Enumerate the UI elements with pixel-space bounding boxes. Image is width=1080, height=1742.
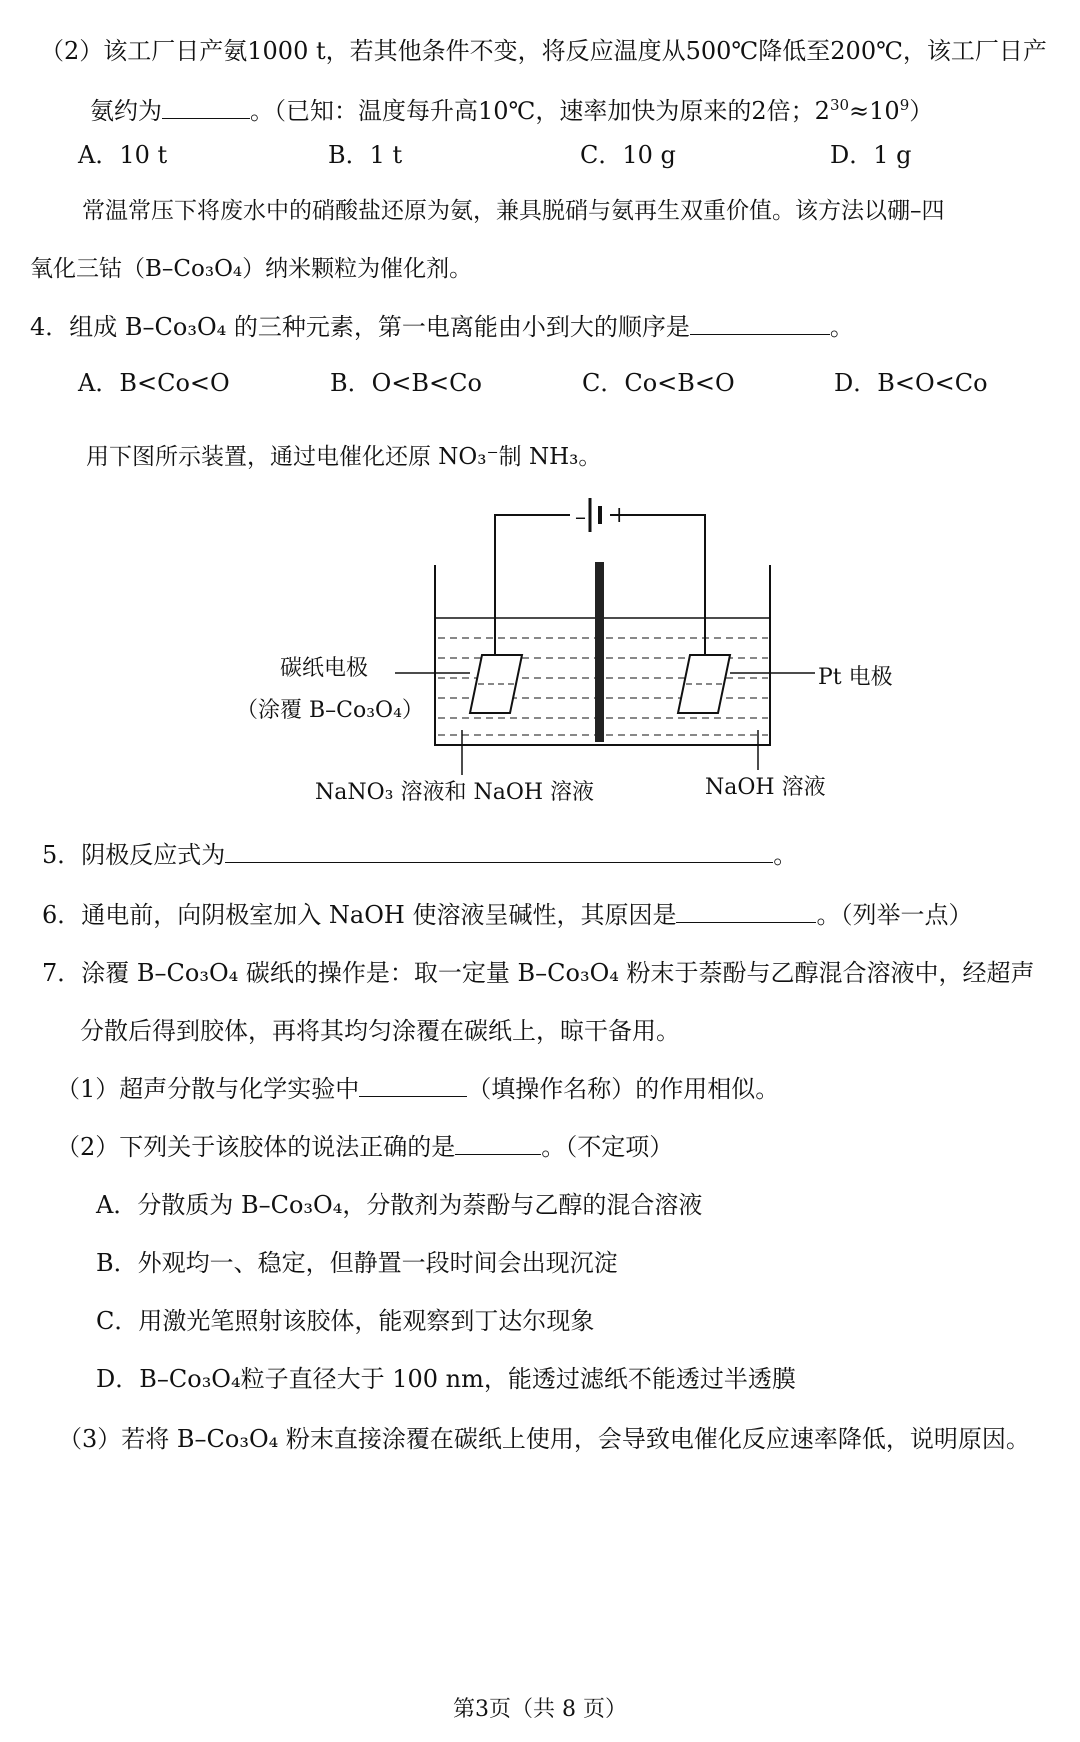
circuit-wire-right bbox=[610, 515, 705, 655]
ion-exchange-membrane bbox=[595, 562, 604, 742]
q3-mid: ≈10 bbox=[849, 97, 900, 125]
page-footer: 第3页（共 8 页） bbox=[453, 1697, 627, 1722]
device-intro: 用下图所示装置，通过电催化还原 NO₃⁻制 NH₃。 bbox=[86, 444, 602, 470]
q4-stem bbox=[30, 312, 854, 342]
battery-minus-sign: – bbox=[575, 505, 586, 530]
q3-sub2-line1: （2）该工厂日产氨1000 t，若其他条件不变，将反应温度从500℃降低至200℃，该工厂日产 bbox=[40, 37, 1047, 65]
q7-option-c[interactable]: C．用激光笔照射该胶体，能观察到丁达尔现象 bbox=[96, 1307, 595, 1335]
left-electrode-label: 碳纸电极 bbox=[280, 656, 369, 681]
electrolysis-diagram bbox=[0, 490, 1080, 810]
q3-option-d[interactable]: D．1 g bbox=[830, 141, 912, 169]
q7-line1: 7．涂覆 B–Co₃O₄ 碳纸的操作是：取一定量 B–Co₃O₄ 粉末于萘酚与乙醇混合溶液中，经超声 bbox=[42, 959, 1035, 987]
circuit-wire-left bbox=[495, 515, 570, 618]
q4-stem-end: 。 bbox=[829, 313, 854, 341]
q3-option-a[interactable]: A．10 t bbox=[78, 141, 168, 169]
pt-electrode bbox=[678, 655, 730, 713]
carbon-paper-electrode bbox=[470, 655, 522, 713]
q5-end: 。 bbox=[773, 841, 798, 869]
q4-option-d[interactable]: D．B<O<Co bbox=[834, 369, 988, 397]
right-electrode-label: Pt 电极 bbox=[818, 665, 893, 690]
intro-line1: 常温常压下将废水中的硝酸盐还原为氨，兼具脱硝与氨再生双重价值。该方法以硼–四 bbox=[82, 198, 945, 224]
intro-line2: 氧化三钴（B–Co₃O₄）纳米颗粒为催化剂。 bbox=[30, 256, 473, 282]
q7-sub2 bbox=[56, 1132, 673, 1162]
q7-sub2-stem: （2）下列关于该胶体的说法正确的是 bbox=[56, 1133, 456, 1161]
q3-answer-blank[interactable] bbox=[162, 96, 250, 119]
q3-sub2-line2 bbox=[90, 90, 933, 126]
battery-plus-sign: + bbox=[610, 503, 629, 528]
q7-line2: 分散后得到胶体，再将其均匀涂覆在碳纸上，晾干备用。 bbox=[80, 1017, 680, 1045]
q6-stem: 6．通电前，向阴极室加入 NaOH 使溶液呈碱性，其原因是 bbox=[42, 901, 677, 929]
q7-option-d[interactable]: D．B–Co₃O₄粒子直径大于 100 nm，能透过滤纸不能透过半透膜 bbox=[96, 1365, 796, 1393]
q3-sub2-pre: 氨约为 bbox=[90, 97, 162, 125]
q5-answer-blank[interactable] bbox=[225, 840, 773, 863]
cathode-solution-label: NaNO₃ 溶液和 NaOH 溶液 bbox=[315, 780, 595, 805]
q7-option-a[interactable]: A．分散质为 B–Co₃O₄，分散剂为萘酚与乙醇的混合溶液 bbox=[96, 1191, 703, 1219]
q7-sub1 bbox=[56, 1074, 779, 1104]
q5-stem: 5．阴极反应式为 bbox=[42, 841, 226, 869]
q7-sub2-end: 。（不定项） bbox=[541, 1133, 674, 1161]
q3-sub2-post: 。（已知：温度每升高10℃，速率加快为原来的2倍；2 bbox=[250, 97, 830, 125]
q3-option-c[interactable]: C．10 g bbox=[580, 141, 676, 169]
anode-solution-label: NaOH 溶液 bbox=[705, 775, 826, 800]
q7-sub1-answer-blank[interactable] bbox=[359, 1074, 467, 1097]
q4-answer-blank[interactable] bbox=[690, 312, 830, 335]
q3-option-b[interactable]: B．1 t bbox=[328, 141, 403, 169]
q6-end: 。（列举一点） bbox=[816, 901, 973, 929]
q3-sup2: 9 bbox=[899, 96, 910, 114]
q3-sup1: 30 bbox=[829, 96, 850, 114]
q6 bbox=[42, 900, 972, 930]
left-electrode-coating: （涂覆 B–Co₃O₄） bbox=[236, 698, 424, 723]
q7-sub3: （3）若将 B–Co₃O₄ 粉末直接涂覆在碳纸上使用，会导致电催化反应速率降低，说明原因。 bbox=[58, 1425, 1030, 1453]
q3-end: ） bbox=[909, 97, 934, 125]
q7-sub1-stem: （1）超声分散与化学实验中 bbox=[56, 1075, 360, 1103]
q4-option-c[interactable]: C．Co<B<O bbox=[582, 369, 735, 397]
q4-option-a[interactable]: A．B<Co<O bbox=[78, 369, 230, 397]
q4-option-b[interactable]: B．O<B<Co bbox=[330, 369, 482, 397]
q7-option-b[interactable]: B．外观均一、稳定，但静置一段时间会出现沉淀 bbox=[96, 1249, 618, 1277]
q4-stem-text: 4．组成 B–Co₃O₄ 的三种元素，第一电离能由小到大的顺序是 bbox=[30, 313, 690, 341]
q5 bbox=[42, 840, 797, 870]
q6-answer-blank[interactable] bbox=[676, 900, 816, 923]
q7-sub1-end: （填操作名称）的作用相似。 bbox=[467, 1075, 780, 1103]
q7-sub2-answer-blank[interactable] bbox=[455, 1132, 541, 1155]
